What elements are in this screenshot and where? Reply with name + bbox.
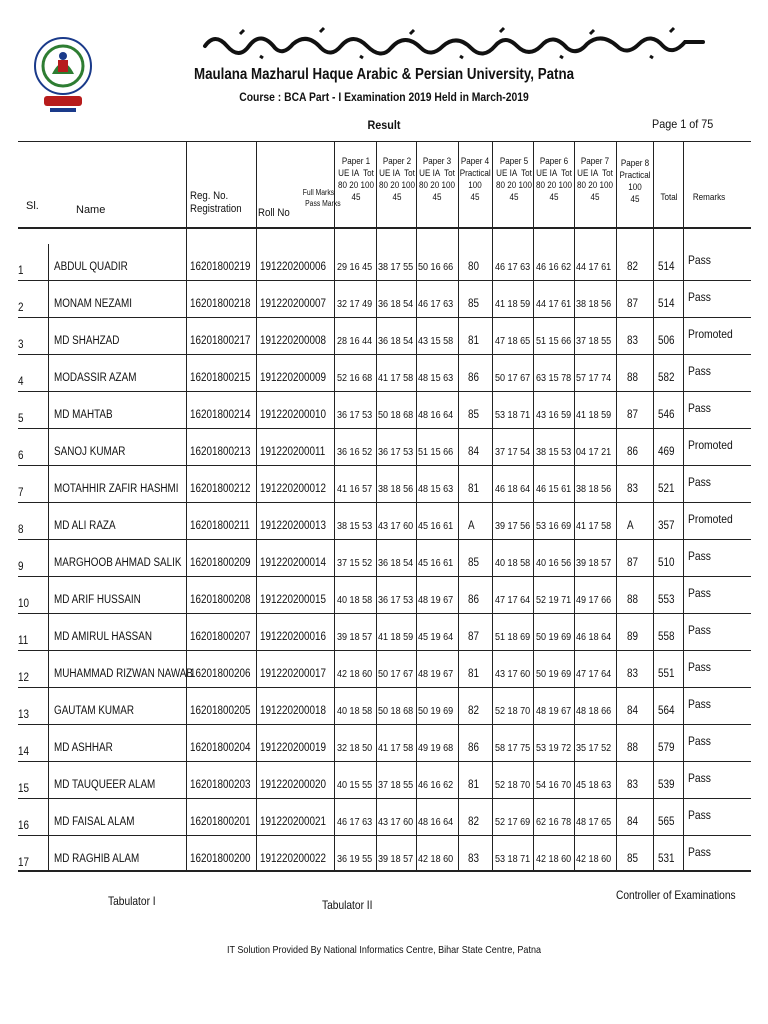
paper8-marks: 87: [627, 409, 639, 421]
paper4-marks: A: [468, 520, 475, 532]
result-remarks: Pass: [688, 253, 711, 267]
result-remarks: Pass: [688, 475, 711, 489]
paper2-marks: 50 18 68: [378, 705, 414, 717]
roll-number: 191220200015: [260, 594, 327, 606]
paper7-marks: 04 17 21: [576, 446, 612, 458]
paper5-marks: 40 18 58: [495, 557, 531, 569]
paper3-marks: 46 17 63: [418, 298, 454, 310]
paper2-marks: 41 17 58: [378, 372, 414, 384]
row-serial: 17: [18, 857, 30, 869]
roll-number: 191220200011: [260, 446, 326, 458]
row-serial: 6: [18, 450, 24, 462]
paper4-marks: 86: [468, 372, 480, 384]
total-marks: 521: [658, 483, 675, 495]
paper3-marks: 51 15 66: [418, 446, 454, 458]
table-row: [0, 577, 768, 614]
paper4-marks: 82: [468, 816, 480, 828]
paper1-marks: 36 16 52: [337, 446, 373, 458]
paper1-marks: 32 18 50: [337, 742, 373, 754]
table-row: [0, 466, 768, 503]
header-sl: Sl.: [26, 200, 39, 212]
paper5-marks: 41 18 59: [495, 298, 531, 310]
table-top-border: [18, 141, 751, 142]
paper1-marks: 37 15 52: [337, 557, 373, 569]
registration-number: 16201800205: [190, 705, 251, 717]
paper5-marks: 46 17 63: [495, 261, 531, 273]
row-serial: 4: [18, 376, 24, 388]
paper3-marks: 48 16 64: [418, 816, 454, 828]
paper5-marks: 52 17 69: [495, 816, 531, 828]
paper8-marks: A: [627, 520, 634, 532]
result-remarks: Pass: [688, 401, 711, 415]
registration-number: 16201800217: [190, 335, 251, 347]
paper7-marks: 41 17 58: [576, 520, 612, 532]
row-serial: 2: [18, 302, 24, 314]
header-remarks: Remarks: [692, 192, 726, 203]
header-paper8: Paper 8 Practical 100 45: [619, 158, 651, 205]
paper6-marks: 48 19 67: [536, 705, 572, 717]
roll-number: 191220200010: [260, 409, 327, 421]
paper7-marks: 41 18 59: [576, 409, 612, 421]
paper8-marks: 82: [627, 261, 639, 273]
paper7-marks: 35 17 52: [576, 742, 612, 754]
paper3-marks: 48 19 67: [418, 594, 454, 606]
paper8-marks: 87: [627, 298, 639, 310]
header-bottom-border: [18, 227, 751, 229]
result-remarks: Pass: [688, 808, 711, 822]
paper3-marks: 49 19 68: [418, 742, 454, 754]
paper5-marks: 37 17 54: [495, 446, 531, 458]
paper6-marks: 54 16 70: [536, 779, 572, 791]
result-remarks: Promoted: [688, 438, 733, 452]
student-name: MD ALI RAZA: [54, 520, 116, 532]
student-name: MD MAHTAB: [54, 409, 113, 421]
paper4-marks: 84: [468, 446, 480, 458]
header-roll-no: Roll No: [258, 207, 290, 219]
total-marks: 539: [658, 779, 675, 791]
table-row: [0, 651, 768, 688]
paper1-marks: 32 17 49: [337, 298, 373, 310]
paper7-marks: 46 18 64: [576, 631, 612, 643]
roll-number: 191220200009: [260, 372, 327, 384]
row-serial: 10: [18, 598, 30, 610]
paper8-marks: 85: [627, 853, 639, 865]
paper8-marks: 87: [627, 557, 639, 569]
roll-number: 191220200019: [260, 742, 327, 754]
paper3-marks: 45 16 61: [418, 520, 454, 532]
table-row: [0, 281, 768, 318]
student-name: SANOJ KUMAR: [54, 446, 126, 458]
row-serial: 3: [18, 339, 24, 351]
table-row: [0, 614, 768, 651]
paper6-marks: 42 18 60: [536, 853, 572, 865]
registration-number: 16201800211: [190, 520, 250, 532]
paper7-marks: 47 17 64: [576, 668, 612, 680]
paper5-marks: 58 17 75: [495, 742, 531, 754]
row-serial: 11: [18, 635, 29, 647]
paper6-marks: 50 19 69: [536, 668, 572, 680]
result-remarks: Pass: [688, 697, 711, 711]
registration-number: 16201800200: [190, 853, 251, 865]
paper4-marks: 81: [468, 335, 480, 347]
row-serial: 14: [18, 746, 30, 758]
paper6-marks: 44 17 61: [536, 298, 572, 310]
result-title: Result: [367, 118, 401, 132]
paper7-marks: 38 18 56: [576, 483, 612, 495]
paper4-marks: 86: [468, 742, 480, 754]
result-remarks: Pass: [688, 623, 711, 637]
paper2-marks: 36 17 53: [378, 594, 414, 606]
student-name: ABDUL QUADIR: [54, 261, 128, 273]
registration-number: 16201800213: [190, 446, 251, 458]
paper8-marks: 86: [627, 446, 639, 458]
paper1-marks: 36 19 55: [337, 853, 373, 865]
controller-signature: Controller of Examinations: [616, 888, 736, 902]
paper1-marks: 29 16 45: [337, 261, 373, 273]
paper8-marks: 89: [627, 631, 639, 643]
paper7-marks: 45 18 63: [576, 779, 612, 791]
paper5-marks: 53 18 71: [495, 853, 531, 865]
result-remarks: Promoted: [688, 327, 733, 341]
header-paper5: Paper 5 UE IA Tot 80 20 100 45: [496, 156, 532, 203]
roll-number: 191220200017: [260, 668, 327, 680]
header-paper1: Paper 1 UE IA Tot 80 20 100 45: [338, 156, 374, 203]
paper5-marks: 47 17 64: [495, 594, 531, 606]
paper6-marks: 50 19 69: [536, 631, 572, 643]
paper5-marks: 52 18 70: [495, 705, 531, 717]
paper2-marks: 36 18 54: [378, 557, 414, 569]
table-row: [0, 836, 768, 873]
registration-number: 16201800201: [190, 816, 251, 828]
table-row: [0, 503, 768, 540]
tabulator-2-signature: Tabulator II: [322, 898, 373, 912]
roll-number: 191220200021: [260, 816, 327, 828]
paper4-marks: 82: [468, 705, 480, 717]
paper2-marks: 38 18 56: [378, 483, 414, 495]
header-paper3: Paper 3 UE IA Tot 80 20 100 45: [419, 156, 455, 203]
total-marks: 506: [658, 335, 675, 347]
paper7-marks: 44 17 61: [576, 261, 612, 273]
total-marks: 564: [658, 705, 675, 717]
paper4-marks: 81: [468, 779, 480, 791]
student-name: MARGHOOB AHMAD SALIK: [54, 557, 182, 569]
header-full-marks: Full Marks: [302, 188, 335, 197]
paper3-marks: 48 19 67: [418, 668, 454, 680]
paper2-marks: 43 17 60: [378, 816, 414, 828]
roll-number: 191220200016: [260, 631, 327, 643]
row-serial: 7: [18, 487, 24, 499]
result-remarks: Pass: [688, 290, 711, 304]
urdu-calligraphy-title: [200, 26, 740, 60]
registration-number: 16201800212: [190, 483, 251, 495]
paper2-marks: 36 18 54: [378, 335, 414, 347]
student-name: MD AMIRUL HASSAN: [54, 631, 153, 643]
paper8-marks: 84: [627, 816, 639, 828]
paper2-marks: 50 17 67: [378, 668, 414, 680]
paper5-marks: 46 18 64: [495, 483, 531, 495]
paper3-marks: 48 15 63: [418, 372, 454, 384]
paper6-marks: 53 19 72: [536, 742, 572, 754]
paper4-marks: 81: [468, 668, 480, 680]
paper8-marks: 84: [627, 705, 639, 717]
paper3-marks: 42 18 60: [418, 853, 454, 865]
total-marks: 510: [658, 557, 675, 569]
paper3-marks: 43 15 58: [418, 335, 454, 347]
paper1-marks: 36 17 53: [337, 409, 373, 421]
paper3-marks: 48 16 64: [418, 409, 454, 421]
roll-number: 191220200012: [260, 483, 327, 495]
total-marks: 579: [658, 742, 675, 754]
paper7-marks: 49 17 66: [576, 594, 612, 606]
paper3-marks: 50 19 69: [418, 705, 454, 717]
total-marks: 558: [658, 631, 675, 643]
student-name: MODASSIR AZAM: [54, 372, 137, 384]
row-serial: 1: [18, 265, 24, 277]
paper2-marks: 39 18 57: [378, 853, 414, 865]
roll-number: 191220200014: [260, 557, 327, 569]
paper3-marks: 46 16 62: [418, 779, 454, 791]
paper3-marks: 45 19 64: [418, 631, 454, 643]
row-serial: 15: [18, 783, 30, 795]
registration-number: 16201800214: [190, 409, 251, 421]
total-marks: 514: [658, 261, 675, 273]
paper2-marks: 37 18 55: [378, 779, 414, 791]
table-row: [0, 725, 768, 762]
paper6-marks: 53 16 69: [536, 520, 572, 532]
paper7-marks: 38 18 56: [576, 298, 612, 310]
total-marks: 582: [658, 372, 675, 384]
paper1-marks: 38 15 53: [337, 520, 373, 532]
paper2-marks: 41 18 59: [378, 631, 414, 643]
total-marks: 553: [658, 594, 675, 606]
paper6-marks: 43 16 59: [536, 409, 572, 421]
header-pass-marks: Pass Marks: [305, 199, 341, 208]
result-remarks: Pass: [688, 771, 711, 785]
paper5-marks: 43 17 60: [495, 668, 531, 680]
result-remarks: Pass: [688, 660, 711, 674]
roll-number: 191220200020: [260, 779, 327, 791]
paper8-marks: 88: [627, 594, 639, 606]
roll-number: 191220200007: [260, 298, 327, 310]
registration-number: 16201800203: [190, 779, 251, 791]
header-name: Name: [76, 204, 106, 216]
paper3-marks: 45 16 61: [418, 557, 454, 569]
table-row: [0, 392, 768, 429]
paper2-marks: 36 17 53: [378, 446, 414, 458]
paper3-marks: 48 15 63: [418, 483, 454, 495]
paper1-marks: 41 16 57: [337, 483, 373, 495]
paper8-marks: 88: [627, 372, 639, 384]
paper2-marks: 36 18 54: [378, 298, 414, 310]
table-row: [0, 355, 768, 392]
paper1-marks: 52 16 68: [337, 372, 373, 384]
paper5-marks: 50 17 67: [495, 372, 531, 384]
paper8-marks: 83: [627, 335, 639, 347]
row-serial: 5: [18, 413, 24, 425]
header-paper4: Paper 4 Practical 100 45: [459, 156, 491, 203]
paper4-marks: 81: [468, 483, 480, 495]
paper6-marks: 46 15 61: [536, 483, 572, 495]
paper7-marks: 57 17 74: [576, 372, 612, 384]
table-row: [0, 688, 768, 725]
tabulator-1-signature: Tabulator I: [108, 894, 156, 908]
paper7-marks: 48 18 66: [576, 705, 612, 717]
student-name: MD ASHHAR: [54, 742, 113, 754]
header-paper2: Paper 2 UE IA Tot 80 20 100 45: [379, 156, 415, 203]
total-marks: 514: [658, 298, 675, 310]
table-row: [0, 429, 768, 466]
roll-number: 191220200022: [260, 853, 327, 865]
student-name: MD RAGHIB ALAM: [54, 853, 140, 865]
paper1-marks: 46 17 63: [337, 816, 373, 828]
result-remarks: Pass: [688, 364, 711, 378]
paper4-marks: 80: [468, 261, 480, 273]
header-total: Total: [660, 192, 678, 203]
paper1-marks: 39 18 57: [337, 631, 373, 643]
result-remarks: Pass: [688, 734, 711, 748]
paper6-marks: 63 15 78: [536, 372, 572, 384]
student-name: MUHAMMAD RIZWAN NAWAB: [54, 668, 194, 680]
registration-number: 16201800204: [190, 742, 251, 754]
paper6-marks: 46 16 62: [536, 261, 572, 273]
student-name: MD TAUQUEER ALAM: [54, 779, 156, 791]
paper5-marks: 47 18 65: [495, 335, 531, 347]
paper8-marks: 88: [627, 742, 639, 754]
row-serial: 9: [18, 561, 24, 573]
student-name: MONAM NEZAMI: [54, 298, 133, 310]
table-row: [0, 318, 768, 355]
roll-number: 191220200013: [260, 520, 327, 532]
paper6-marks: 51 15 66: [536, 335, 572, 347]
course-title: Course : BCA Part - I Examination 2019 Held in March-2019: [239, 92, 529, 104]
student-name: GAUTAM KUMAR: [54, 705, 135, 717]
paper5-marks: 39 17 56: [495, 520, 531, 532]
paper4-marks: 85: [468, 557, 480, 569]
header-paper6: Paper 6 UE IA Tot 80 20 100 45: [536, 156, 572, 203]
total-marks: 357: [658, 520, 675, 532]
total-marks: 565: [658, 816, 675, 828]
student-name: MD FAISAL ALAM: [54, 816, 135, 828]
student-name: MOTAHHIR ZAFIR HASHMI: [54, 483, 179, 495]
header-paper7: Paper 7 UE IA Tot 80 20 100 45: [577, 156, 613, 203]
paper6-marks: 52 19 71: [536, 594, 572, 606]
paper2-marks: 43 17 60: [378, 520, 414, 532]
paper4-marks: 85: [468, 409, 480, 421]
table-row: [0, 799, 768, 836]
paper6-marks: 38 15 53: [536, 446, 572, 458]
paper5-marks: 53 18 71: [495, 409, 531, 421]
registration-number: 16201800218: [190, 298, 251, 310]
paper1-marks: 40 15 55: [337, 779, 373, 791]
paper8-marks: 83: [627, 483, 639, 495]
student-name: MD SHAHZAD: [54, 335, 120, 347]
total-marks: 469: [658, 446, 675, 458]
row-serial: 12: [18, 672, 30, 684]
paper4-marks: 85: [468, 298, 480, 310]
paper2-marks: 38 17 55: [378, 261, 414, 273]
registration-number: 16201800215: [190, 372, 251, 384]
roll-number: 191220200018: [260, 705, 327, 717]
paper7-marks: 42 18 60: [576, 853, 612, 865]
total-marks: 551: [658, 668, 675, 680]
it-solution-credit: IT Solution Provided By National Informatics Centre, Bihar State Centre, Patna: [226, 944, 542, 956]
result-remarks: Promoted: [688, 512, 733, 526]
total-marks: 546: [658, 409, 675, 421]
registration-number: 16201800208: [190, 594, 251, 606]
paper2-marks: 41 17 58: [378, 742, 414, 754]
university-name: Maulana Mazharul Haque Arabic & Persian University, Patna: [193, 66, 575, 83]
header-registration: Reg. No. Registration: [190, 190, 242, 215]
paper6-marks: 62 16 78: [536, 816, 572, 828]
paper7-marks: 48 17 65: [576, 816, 612, 828]
row-serial: 13: [18, 709, 30, 721]
paper2-marks: 50 18 68: [378, 409, 414, 421]
paper5-marks: 52 18 70: [495, 779, 531, 791]
paper8-marks: 83: [627, 668, 639, 680]
student-name: MD ARIF HUSSAIN: [54, 594, 141, 606]
roll-number: 191220200006: [260, 261, 327, 273]
result-remarks: Pass: [688, 845, 711, 859]
paper5-marks: 51 18 69: [495, 631, 531, 643]
paper1-marks: 28 16 44: [337, 335, 373, 347]
registration-number: 16201800209: [190, 557, 251, 569]
paper3-marks: 50 16 66: [418, 261, 454, 273]
row-serial: 8: [18, 524, 24, 536]
paper8-marks: 83: [627, 779, 639, 791]
row-serial: 16: [18, 820, 30, 832]
registration-number: 16201800206: [190, 668, 251, 680]
paper1-marks: 42 18 60: [337, 668, 373, 680]
roll-number: 191220200008: [260, 335, 327, 347]
table-row: [0, 540, 768, 577]
paper7-marks: 39 18 57: [576, 557, 612, 569]
paper4-marks: 87: [468, 631, 480, 643]
table-row: [0, 244, 768, 281]
paper1-marks: 40 18 58: [337, 705, 373, 717]
registration-number: 16201800207: [190, 631, 251, 643]
paper4-marks: 86: [468, 594, 480, 606]
paper1-marks: 40 18 58: [337, 594, 373, 606]
table-row: [0, 762, 768, 799]
paper4-marks: 83: [468, 853, 480, 865]
result-remarks: Pass: [688, 586, 711, 600]
registration-number: 16201800219: [190, 261, 251, 273]
paper7-marks: 37 18 55: [576, 335, 612, 347]
total-marks: 531: [658, 853, 675, 865]
page-indicator: Page 1 of 75: [652, 117, 714, 131]
paper6-marks: 40 16 56: [536, 557, 572, 569]
result-remarks: Pass: [688, 549, 711, 563]
